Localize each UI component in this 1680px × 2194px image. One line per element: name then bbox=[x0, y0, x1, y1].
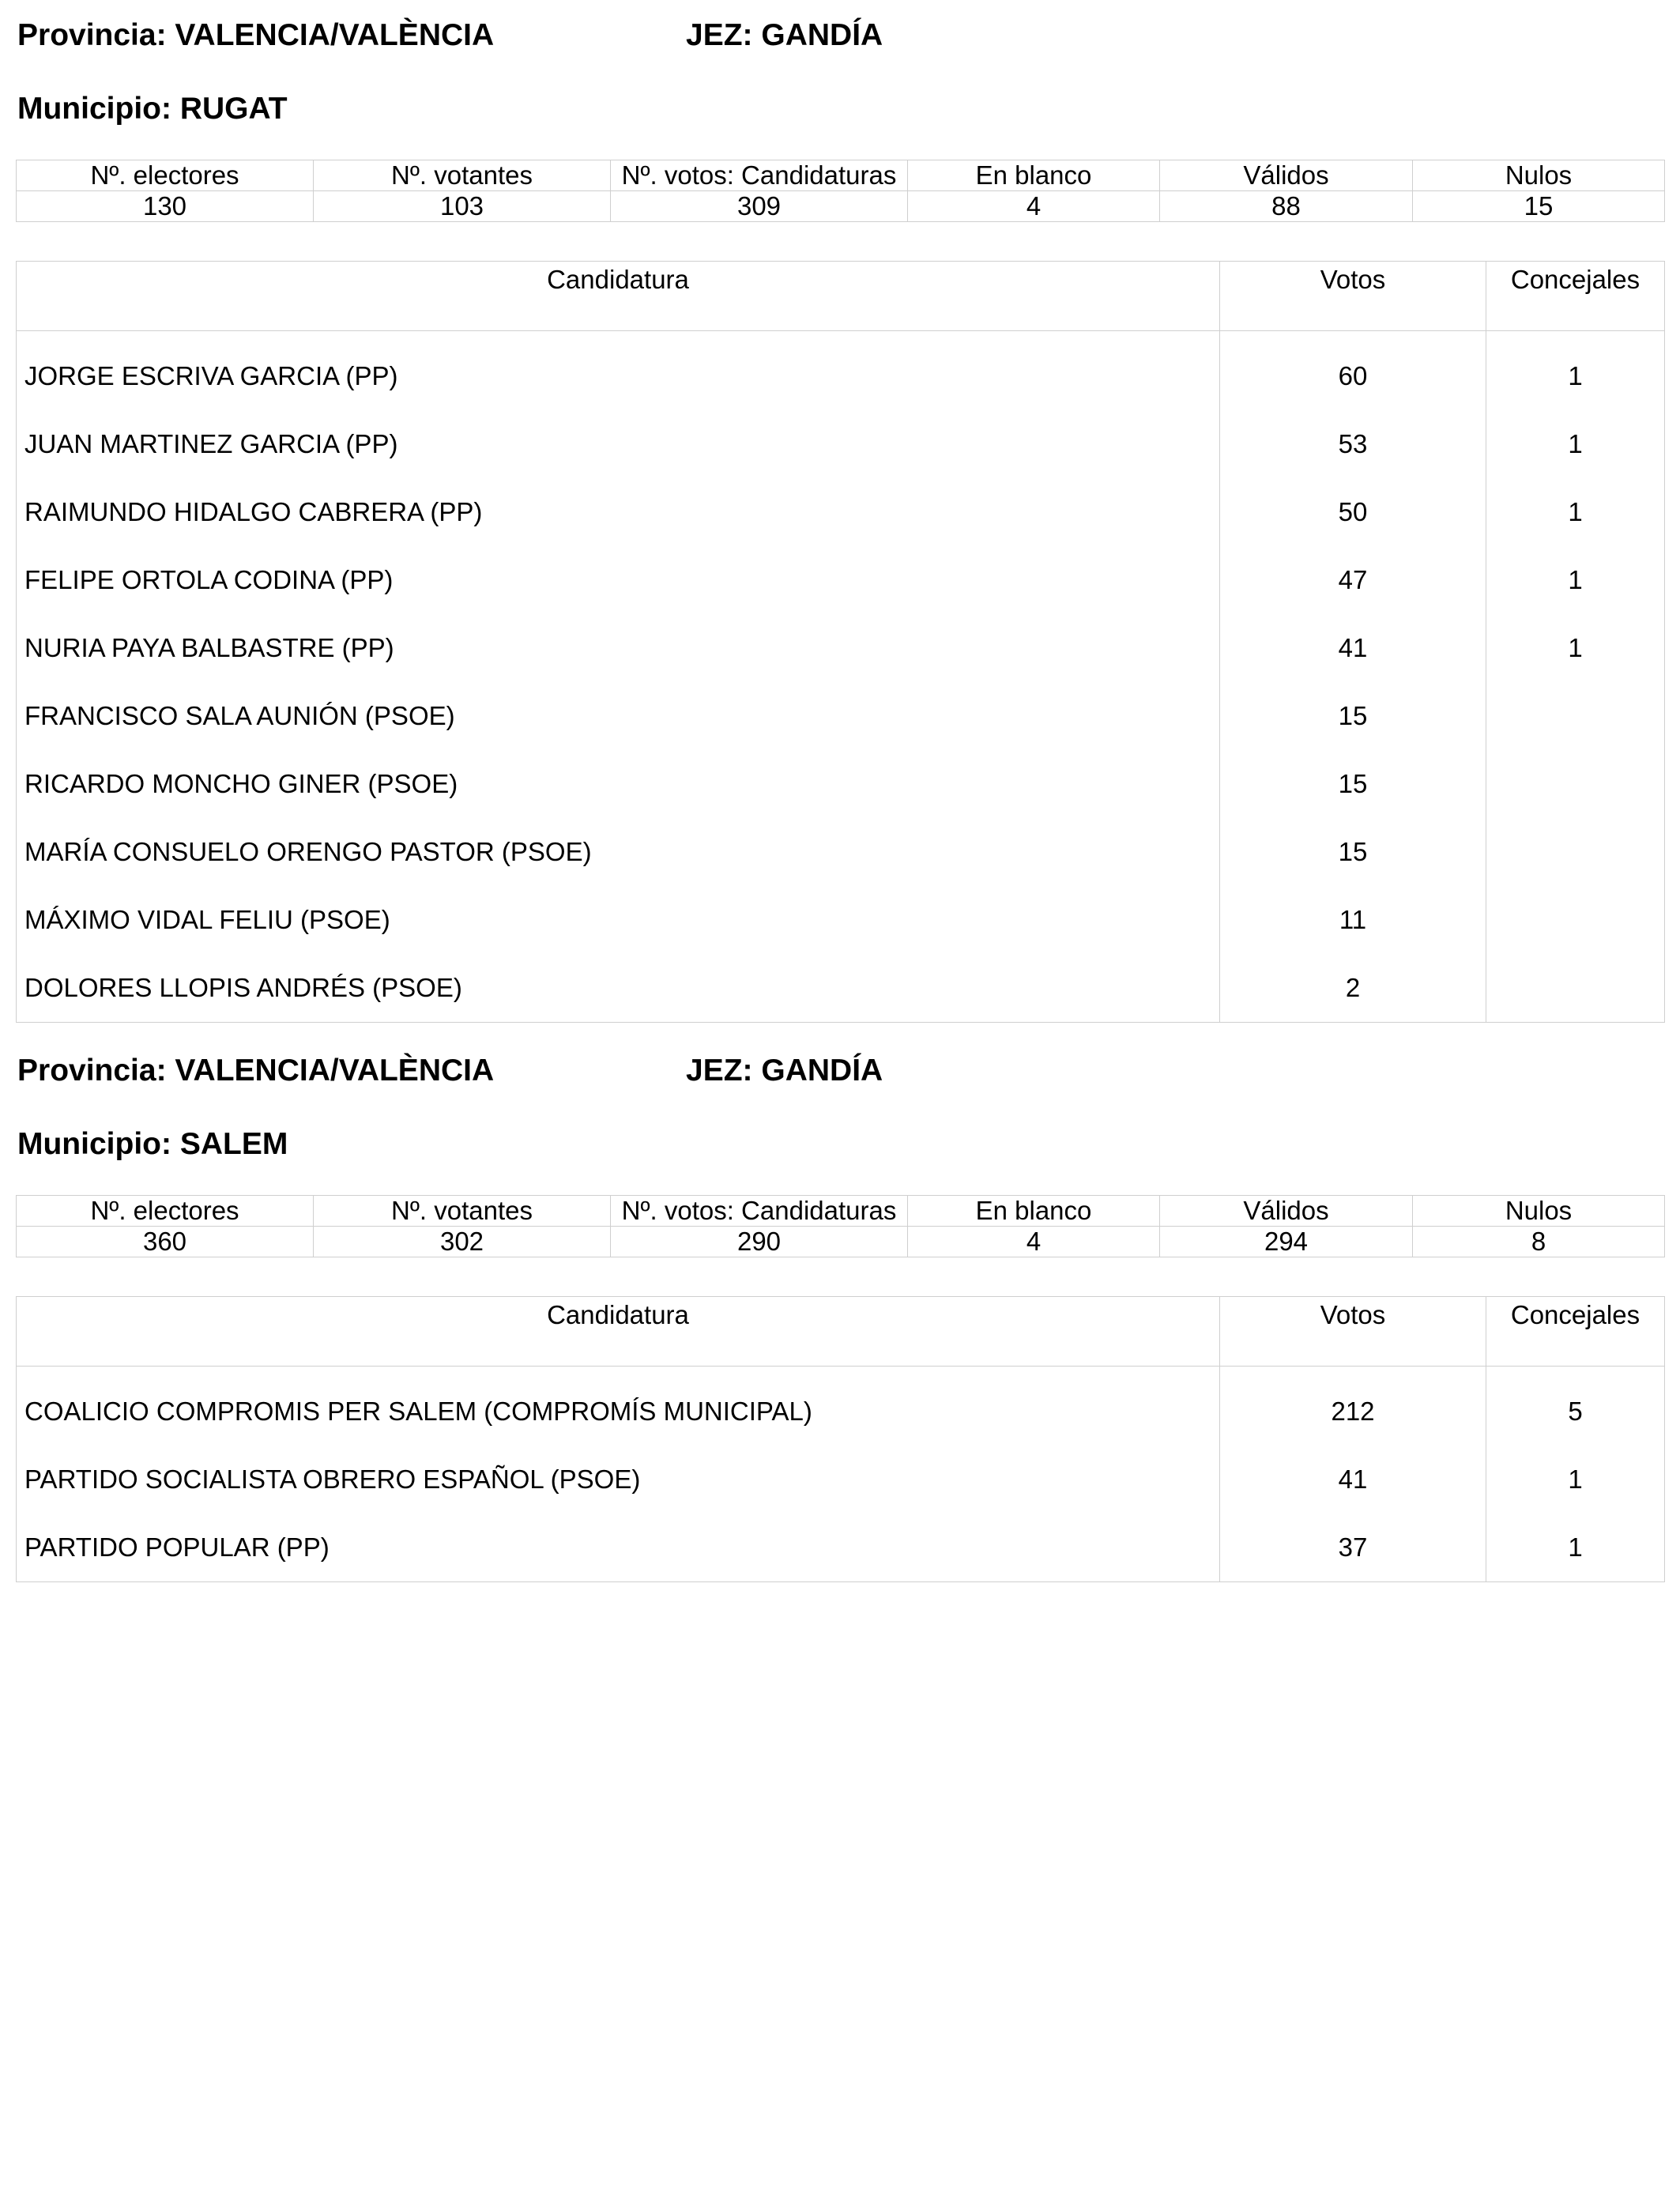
summary-value-votos-candidaturas: 290 bbox=[611, 1227, 908, 1257]
table-row bbox=[17, 614, 1665, 682]
candidate-concejales: 5 bbox=[1486, 1367, 1665, 1446]
header-votos: Votos bbox=[1220, 262, 1486, 331]
summary-header-electores: Nº. electores bbox=[17, 1196, 314, 1227]
candidate-name: MARÍA CONSUELO ORENGO PASTOR (PSOE) bbox=[17, 818, 1220, 886]
candidate-name: FRANCISCO SALA AUNIÓN (PSOE) bbox=[17, 682, 1220, 750]
candidates-header-row bbox=[17, 1297, 1665, 1367]
summary-header-votantes: Nº. votantes bbox=[314, 1196, 611, 1227]
candidate-name: JORGE ESCRIVA GARCIA (PP) bbox=[17, 331, 1220, 411]
summary-value-votantes: 302 bbox=[314, 1227, 611, 1257]
summary-header-row bbox=[17, 1196, 1665, 1227]
header-candidatura: Candidatura bbox=[17, 1297, 1220, 1367]
header-line bbox=[17, 16, 883, 55]
candidates-table bbox=[16, 261, 1665, 1023]
candidate-concejales bbox=[1486, 682, 1665, 750]
summary-header-validos: Válidos bbox=[1160, 160, 1413, 191]
candidate-concejales: 1 bbox=[1486, 614, 1665, 682]
table-row bbox=[17, 886, 1665, 954]
summary-header-votos-candidaturas: Nº. votos: Candidaturas bbox=[611, 160, 908, 191]
municipio-value: RUGAT bbox=[179, 92, 288, 126]
candidate-votos: 41 bbox=[1220, 614, 1486, 682]
jez-label: JEZ: bbox=[686, 1054, 753, 1088]
summary-header-row bbox=[17, 160, 1665, 191]
table-row bbox=[17, 478, 1665, 546]
header-votos: Votos bbox=[1220, 1297, 1486, 1367]
table-row bbox=[17, 818, 1665, 886]
summary-value-en-blanco: 4 bbox=[908, 1227, 1160, 1257]
candidate-name: NURIA PAYA BALBASTRE (PP) bbox=[17, 614, 1220, 682]
candidate-votos: 212 bbox=[1220, 1367, 1486, 1446]
candidate-name: PARTIDO SOCIALISTA OBRERO ESPAÑOL (PSOE) bbox=[17, 1446, 1220, 1514]
municipio-title bbox=[17, 89, 288, 129]
table-row bbox=[17, 954, 1665, 1023]
header-candidatura: Candidatura bbox=[17, 262, 1220, 331]
provincia-value: VALENCIA/VALÈNCIA bbox=[175, 18, 495, 52]
summary-header-validos: Válidos bbox=[1160, 1196, 1413, 1227]
summary-value-electores: 130 bbox=[17, 191, 314, 222]
summary-header-en-blanco: En blanco bbox=[908, 1196, 1160, 1227]
header-concejales: Concejales bbox=[1486, 262, 1665, 331]
provincia-label: Provincia: bbox=[17, 1054, 167, 1088]
table-row bbox=[17, 546, 1665, 614]
candidate-concejales bbox=[1486, 954, 1665, 1023]
summary-value-votantes: 103 bbox=[314, 191, 611, 222]
municipio-label: Municipio: bbox=[17, 1127, 171, 1161]
candidate-concejales: 1 bbox=[1486, 478, 1665, 546]
provincia-value: VALENCIA/VALÈNCIA bbox=[175, 1054, 495, 1088]
summary-header-votos-candidaturas: Nº. votos: Candidaturas bbox=[611, 1196, 908, 1227]
candidate-concejales: 1 bbox=[1486, 1446, 1665, 1514]
municipio-title bbox=[17, 1125, 288, 1164]
candidate-concejales bbox=[1486, 886, 1665, 954]
candidate-votos: 50 bbox=[1220, 478, 1486, 546]
summary-header-en-blanco: En blanco bbox=[908, 160, 1160, 191]
candidate-votos: 37 bbox=[1220, 1514, 1486, 1582]
municipio-value: SALEM bbox=[179, 1127, 288, 1161]
municipio-label: Municipio: bbox=[17, 92, 171, 126]
candidate-concejales: 1 bbox=[1486, 331, 1665, 411]
candidate-concejales bbox=[1486, 818, 1665, 886]
table-row bbox=[17, 410, 1665, 478]
candidate-name: RAIMUNDO HIDALGO CABRERA (PP) bbox=[17, 478, 1220, 546]
candidate-votos: 53 bbox=[1220, 410, 1486, 478]
summary-values-row bbox=[17, 191, 1665, 222]
table-row bbox=[17, 750, 1665, 818]
candidate-name: PARTIDO POPULAR (PP) bbox=[17, 1514, 1220, 1582]
candidates-header-row bbox=[17, 262, 1665, 331]
candidate-name: RICARDO MONCHO GINER (PSOE) bbox=[17, 750, 1220, 818]
candidate-votos: 11 bbox=[1220, 886, 1486, 954]
summary-value-electores: 360 bbox=[17, 1227, 314, 1257]
summary-value-validos: 294 bbox=[1160, 1227, 1413, 1257]
candidate-name: MÁXIMO VIDAL FELIU (PSOE) bbox=[17, 886, 1220, 954]
summary-table bbox=[16, 160, 1665, 222]
candidate-name: COALICIO COMPROMIS PER SALEM (COMPROMÍS MUNICIPAL) bbox=[17, 1367, 1220, 1446]
table-row bbox=[17, 682, 1665, 750]
candidate-name: DOLORES LLOPIS ANDRÉS (PSOE) bbox=[17, 954, 1220, 1023]
jez-block bbox=[686, 16, 883, 55]
jez-block bbox=[686, 1051, 883, 1091]
candidates-table bbox=[16, 1296, 1665, 1582]
candidate-votos: 15 bbox=[1220, 818, 1486, 886]
summary-values-row bbox=[17, 1227, 1665, 1257]
summary-value-nulos: 15 bbox=[1413, 191, 1665, 222]
header-line bbox=[17, 1051, 883, 1091]
jez-value: GANDÍA bbox=[761, 1054, 883, 1088]
summary-value-votos-candidaturas: 309 bbox=[611, 191, 908, 222]
candidate-concejales: 1 bbox=[1486, 546, 1665, 614]
summary-header-votantes: Nº. votantes bbox=[314, 160, 611, 191]
summary-header-nulos: Nulos bbox=[1413, 160, 1665, 191]
candidate-concejales: 1 bbox=[1486, 410, 1665, 478]
candidate-concejales: 1 bbox=[1486, 1514, 1665, 1582]
candidate-votos: 2 bbox=[1220, 954, 1486, 1023]
candidate-votos: 15 bbox=[1220, 750, 1486, 818]
header-concejales: Concejales bbox=[1486, 1297, 1665, 1367]
candidate-votos: 15 bbox=[1220, 682, 1486, 750]
candidate-name: JUAN MARTINEZ GARCIA (PP) bbox=[17, 410, 1220, 478]
jez-value: GANDÍA bbox=[761, 18, 883, 52]
provincia-label: Provincia: bbox=[17, 18, 167, 52]
candidate-votos: 41 bbox=[1220, 1446, 1486, 1514]
candidate-concejales bbox=[1486, 750, 1665, 818]
candidate-votos: 47 bbox=[1220, 546, 1486, 614]
summary-value-nulos: 8 bbox=[1413, 1227, 1665, 1257]
summary-value-validos: 88 bbox=[1160, 191, 1413, 222]
summary-value-en-blanco: 4 bbox=[908, 191, 1160, 222]
table-row bbox=[17, 1367, 1665, 1446]
candidate-votos: 60 bbox=[1220, 331, 1486, 411]
summary-header-electores: Nº. electores bbox=[17, 160, 314, 191]
table-row bbox=[17, 1514, 1665, 1582]
candidate-name: FELIPE ORTOLA CODINA (PP) bbox=[17, 546, 1220, 614]
jez-label: JEZ: bbox=[686, 18, 753, 52]
table-row bbox=[17, 331, 1665, 411]
table-row bbox=[17, 1446, 1665, 1514]
summary-header-nulos: Nulos bbox=[1413, 1196, 1665, 1227]
summary-table bbox=[16, 1195, 1665, 1257]
